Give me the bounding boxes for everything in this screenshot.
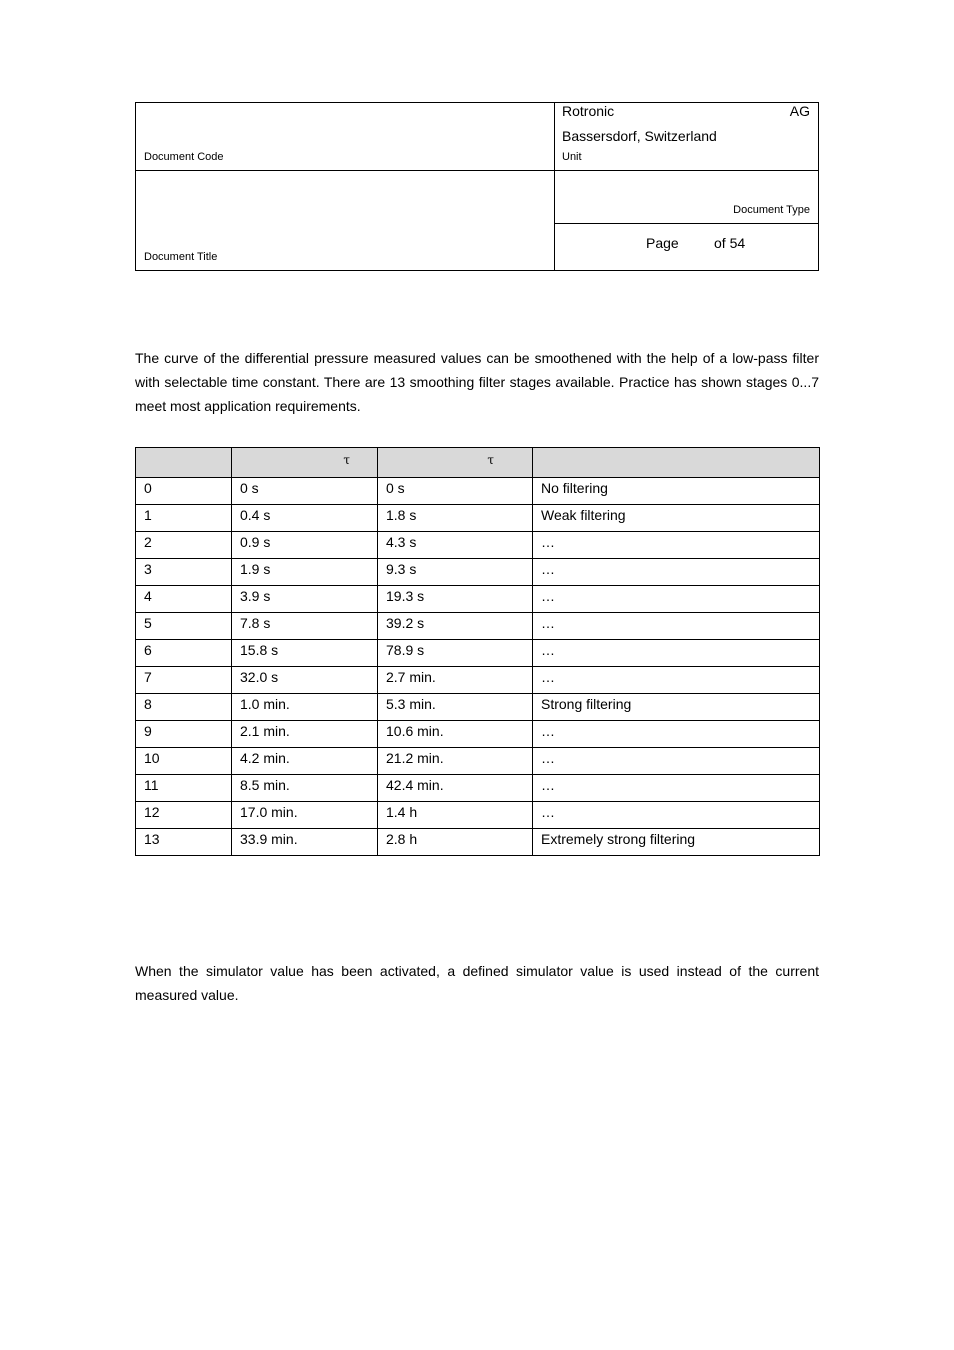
- table-row: [136, 721, 820, 748]
- page-label: Page: [646, 235, 679, 251]
- time-constant-2-cell: 42.4 min.: [378, 775, 533, 802]
- description-cell: …: [533, 559, 820, 586]
- page-total: of 54: [714, 235, 746, 251]
- stage-cell: 12: [136, 802, 232, 829]
- description-cell: Extremely strong filtering: [533, 829, 820, 856]
- time-constant-1-cell: 0.9 s: [232, 532, 378, 559]
- table-row: [136, 505, 820, 532]
- time-constant-1-cell: 3.9 s: [232, 586, 378, 613]
- stage-cell: 6: [136, 640, 232, 667]
- description-cell: …: [533, 721, 820, 748]
- description-cell: Strong filtering: [533, 694, 820, 721]
- time-constant-2-cell: 5.3 min.: [378, 694, 533, 721]
- header-divider-vertical: [554, 103, 555, 270]
- unit-label: Unit: [562, 151, 582, 163]
- description-cell: …: [533, 586, 820, 613]
- table-row: [136, 640, 820, 667]
- time-constant-1-cell: 15.8 s: [232, 640, 378, 667]
- description-cell: …: [533, 775, 820, 802]
- stage-cell: 11: [136, 775, 232, 802]
- stage-cell: 13: [136, 829, 232, 856]
- table-row: [136, 613, 820, 640]
- description-cell: No filtering: [533, 478, 820, 505]
- table-row: [136, 586, 820, 613]
- time-constant-1-cell: 33.9 min.: [232, 829, 378, 856]
- description-cell: …: [533, 640, 820, 667]
- table-row: [136, 802, 820, 829]
- table-header-row: [136, 448, 820, 478]
- time-constant-2-cell: 39.2 s: [378, 613, 533, 640]
- stage-cell: 4: [136, 586, 232, 613]
- time-constant-2-cell: 0 s: [378, 478, 533, 505]
- time-constant-2-cell: 2.7 min.: [378, 667, 533, 694]
- description-cell: …: [533, 748, 820, 775]
- document-header: [135, 102, 819, 271]
- time-constant-1-cell: 0.4 s: [232, 505, 378, 532]
- time-constant-1-cell: 0 s: [232, 478, 378, 505]
- stage-cell: 9: [136, 721, 232, 748]
- header-divider-page: [554, 223, 818, 224]
- time-constant-1-cell: 8.5 min.: [232, 775, 378, 802]
- description-cell: …: [533, 613, 820, 640]
- table-row: [136, 559, 820, 586]
- stage-cell: 2: [136, 532, 232, 559]
- time-constant-1-cell: 2.1 min.: [232, 721, 378, 748]
- table-row: [136, 667, 820, 694]
- document-type-label: Document Type: [733, 204, 810, 216]
- table-row: [136, 775, 820, 802]
- time-constant-2-cell: 10.6 min.: [378, 721, 533, 748]
- time-constant-1-cell: 7.8 s: [232, 613, 378, 640]
- stage-cell: 1: [136, 505, 232, 532]
- simulator-paragraph: When the simulator value has been activated, a defined simulator value is used instead of the current measured value.: [135, 963, 819, 1003]
- stage-cell: 7: [136, 667, 232, 694]
- header-description: [533, 448, 820, 478]
- time-constant-2-cell: 19.3 s: [378, 586, 533, 613]
- stage-cell: 3: [136, 559, 232, 586]
- header-tau-2: τ: [378, 448, 533, 478]
- table-row: [136, 748, 820, 775]
- table-row: [136, 478, 820, 505]
- table-row: [136, 694, 820, 721]
- description-cell: …: [533, 667, 820, 694]
- company-location: Bassersdorf, Switzerland: [562, 128, 717, 144]
- description-cell: …: [533, 532, 820, 559]
- stage-cell: 10: [136, 748, 232, 775]
- time-constant-2-cell: 1.8 s: [378, 505, 533, 532]
- time-constant-2-cell: 1.4 h: [378, 802, 533, 829]
- time-constant-2-cell: 9.3 s: [378, 559, 533, 586]
- time-constant-1-cell: 32.0 s: [232, 667, 378, 694]
- intro-paragraph: The curve of the differential pressure measured values can be smoothened with the help of a low-pass filter with selectable time constant. There are 13 smoothing filter stages available. Practice has shown stages 0...7 meet most application requirements.: [135, 350, 819, 414]
- time-constant-2-cell: 21.2 min.: [378, 748, 533, 775]
- time-constant-2-cell: 4.3 s: [378, 532, 533, 559]
- header-divider-horizontal: [136, 170, 818, 171]
- filter-stages-table: [135, 447, 820, 856]
- time-constant-1-cell: 1.9 s: [232, 559, 378, 586]
- table-row: [136, 829, 820, 856]
- document-title-label: Document Title: [144, 251, 218, 263]
- company-name: Rotronic: [562, 103, 615, 119]
- time-constant-1-cell: 1.0 min.: [232, 694, 378, 721]
- time-constant-2-cell: 78.9 s: [378, 640, 533, 667]
- header-stage: [136, 448, 232, 478]
- time-constant-1-cell: 4.2 min.: [232, 748, 378, 775]
- stage-cell: 5: [136, 613, 232, 640]
- stage-cell: 8: [136, 694, 232, 721]
- header-tau-1: τ: [232, 448, 378, 478]
- stage-cell: 0: [136, 478, 232, 505]
- company-suffix: AG: [789, 103, 810, 119]
- document-code-label: Document Code: [144, 151, 224, 163]
- table-body: [136, 478, 820, 856]
- table-row: [136, 532, 820, 559]
- description-cell: …: [533, 802, 820, 829]
- description-cell: Weak filtering: [533, 505, 820, 532]
- time-constant-1-cell: 17.0 min.: [232, 802, 378, 829]
- time-constant-2-cell: 2.8 h: [378, 829, 533, 856]
